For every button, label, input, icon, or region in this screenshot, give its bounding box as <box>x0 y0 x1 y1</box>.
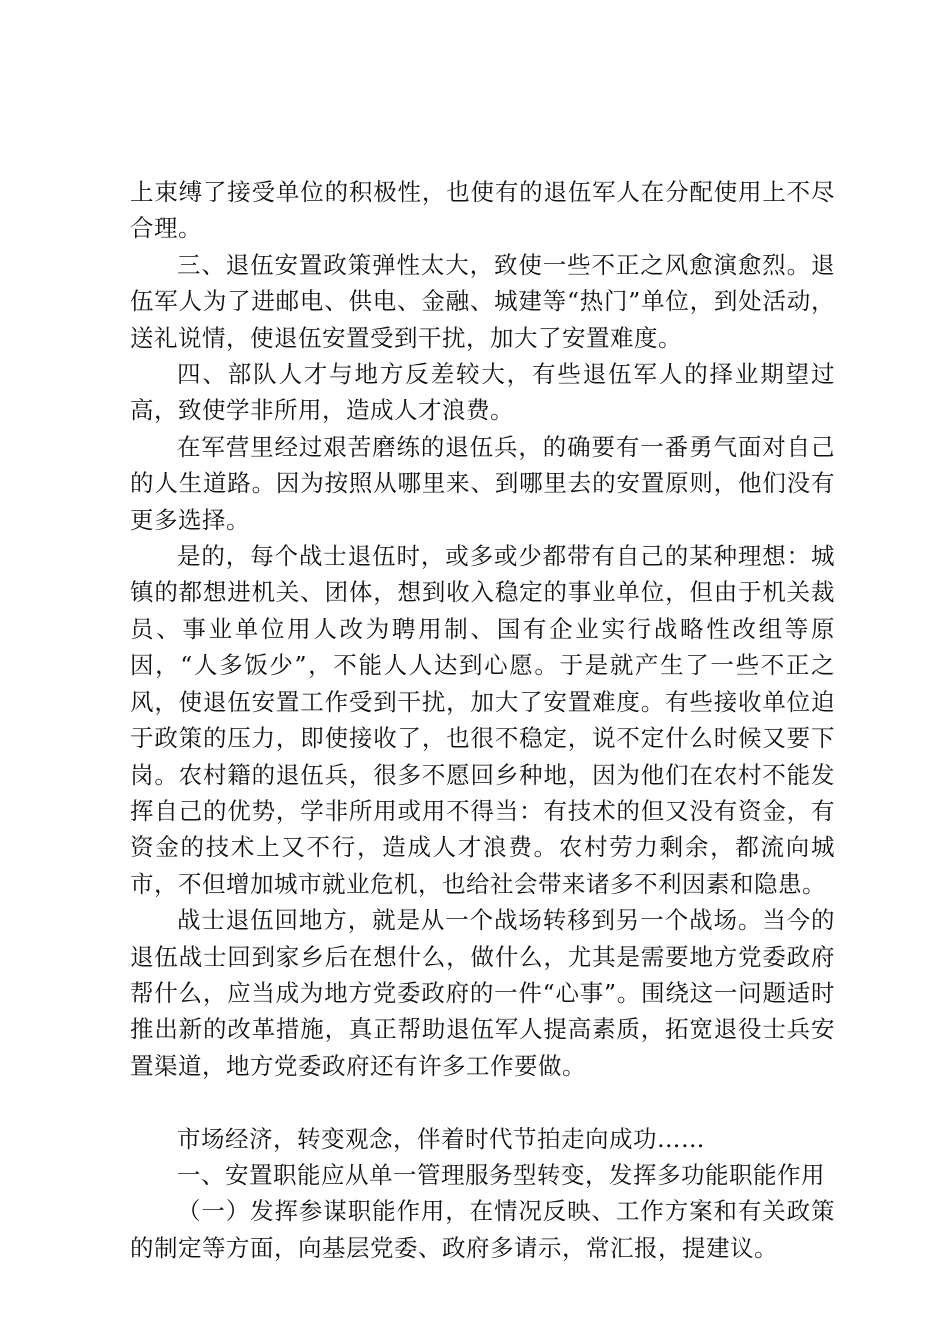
paragraph-soldier-ideals: 是的，每个战士退伍时，或多或少都带有自己的某种理想：城镇的都想进机关、团体，想到收入稳定的事业单位，但由于机关裁员、事业单位用人改为聘用制、国有企业实行战略性改组等原因，“人多饭少”，不能人人达到心愿。于是就产生了一些不正之风，使退伍安置工作受到干扰，加大了安置难度。有些接收单位迫于政策的压力，即使接收了，也很不稳定，说不定什么时候又要下岗。农村籍的退伍兵，很多不愿回乡种地，因为他们在农村不能发挥自己的优势，学非所用或用不得当：有技术的但又没有资金，有资金的技术上又不行，造成人才浪费。农村劳力剩余，都流向城市，不但增加城市就业危机，也给社会带来诸多不利因素和隐患。 <box>130 542 835 898</box>
section-subtitle: 市场经济，转变观念，伴着时代节拍走向成功…… <box>177 1124 705 1153</box>
subsection-one: （一）发挥参谋职能作用，在情况反映、工作方案和有关政策的制定等方面，向基层党委、政府多请示，常汇报，提建议。 <box>130 1197 835 1262</box>
paragraph-point-four: 四、部队人才与地方反差较大，有些退伍军人的择业期望过高，致使学非所用，造成人才浪费。 <box>130 360 835 425</box>
paragraph-continuation: 上束缚了接受单位的积极性，也使有的退伍军人在分配使用上不尽合理。 <box>130 178 835 243</box>
paragraph-military-camp: 在军营里经过艰苦磨练的退伍兵，的确要有一番勇气面对自己的人生道路。因为按照从哪里来、到哪里去的安置原则，他们没有更多选择。 <box>130 432 835 534</box>
paragraph-gap <box>130 1084 835 1120</box>
paragraph-battlefield: 战士退伍回地方，就是从一个战场转移到另一个战场。当今的退伍战士回到家乡后在想什么，做什么，尤其是需要地方党委政府帮什么，应当成为地方党委政府的一件“心事”。围绕这一问题适时推出新的改革措施，真正帮助退伍军人提高素质，拓宽退役士兵安置渠道，地方党委政府还有许多工作要做。 <box>130 906 835 1080</box>
paragraph-point-three: 三、退伍安置政策弹性太大，致使一些不正之风愈演愈烈。退伍军人为了进邮电、供电、金融、城建等“热门”单位，到处活动，送礼说情，使退伍安置受到干扰，加大了安置难度。 <box>130 250 835 352</box>
document-body <box>130 174 835 1266</box>
section-heading-one: 一、安置职能应从单一管理服务型转变，发挥多功能职能作用 <box>177 1160 825 1189</box>
